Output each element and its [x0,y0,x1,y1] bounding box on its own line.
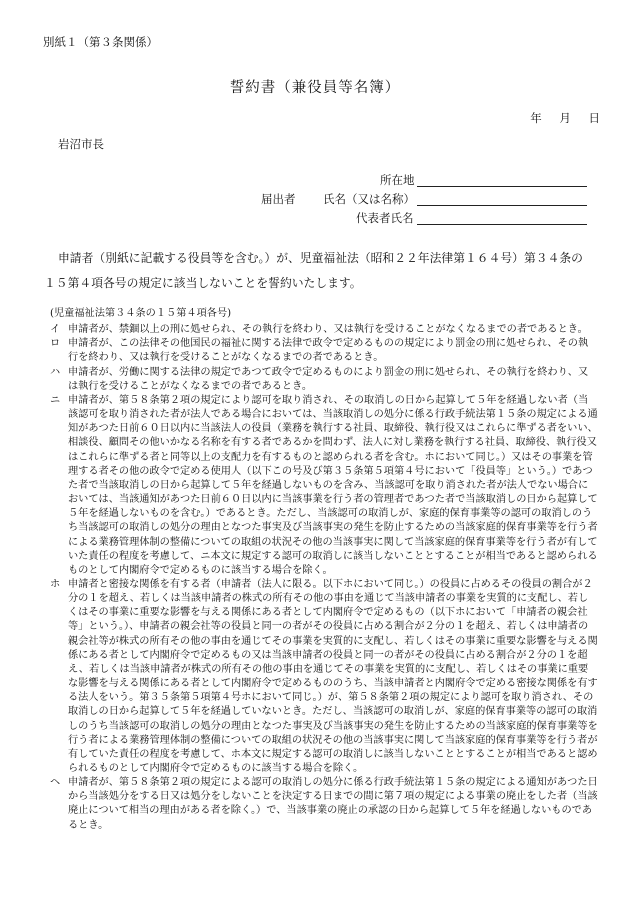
provision-text: 申請者が、この法律その他国民の福祉に関する法律で政令で定めるものの規定により罰金の刑に処せられ、その執行を終わり、又は執行を受けることがなくなるまでの者であるとき。 [68,338,589,364]
provision-item [50,578,598,776]
provision-mark: ニ [50,394,61,406]
address-input-line[interactable] [417,186,587,187]
representative-label: 代表者氏名 [356,211,414,225]
provision-mark: ロ [50,338,61,350]
provision-text: 申請者が、労働に関する法律の規定であつて政令で定めるものにより罰金の刑に処せられ、その執行を終わり、又は執行を受けることがなくなるまでの者であるとき。 [68,366,589,392]
address-label: 所在地 [380,173,415,187]
document-title: 誓約書（兼役員等名簿） [229,80,401,96]
provision-text: 申請者と密接な関係を有する者（申請者（法人に限る。以下ホにおいて同じ。）の役員に占めるその役員の割合が２分の１を超え、若しくは当該申請者の株式の所有その他の事由を通じて当該申請者の事業を実質的に支配し、若しくはその事業に重要な影響を与える関係にある者として内閣府令で定めるもの（以下ホにおいて「申請者の親会社等」という。）、申請者の親会社等の役員と同一の者がその役員に占める割合が２分の１を超え、若しくは申請者の親会社等が株式の所有その他の事由を通じてその事業を実質的に支配し、若しくはその事業に重要な影響を与える関係にある者として内閣府令で定めるもの又は当該申請者の役員と同一の者がその役員に占める割合が２分の１を超え、若しくは当該申請者が株式の所有その他の事由を通じてその事業を実質的に支配し、若しくはその事業に重要な影響を与える関係にある者として内閣府令で定めるもののうち、当該申請者と内閣府令で定める密接な関係を有する法人をいう。第３５条第５項第４号ホにおいて同じ。）が、第５８条第２項の規定により認可を取り消され、その取消しの日から起算して５年を経過していないとき。ただし、当該認可の取消しが、家庭的保育事業等の認可の取消しのうち当該認可の取消しの処分の理由となつた事実及び当該事実の発生を防止するための当該家庭的保育事業等を行う者による業務管理体制の整備についての取組の状況その他の当該事実に関して当該家庭的保育事業等を行う者が有していた責任の程度を考慮して、ホ本文に規定する認可の取消しに該当しないこととすることが相当であると認められるものとして内閣府令で定めるものに該当する場合を除く。 [68,578,598,774]
date-field: 年 月 日 [530,111,600,125]
name-label: 氏名（又は名称） [323,192,415,206]
provision-item [50,366,598,394]
filer-label: 届出者 [261,192,296,206]
provisions-heading: (児童福祉法第３４条の１５第４項各号) [50,308,232,319]
provisions-section [50,307,598,833]
name-input-line[interactable] [417,205,587,206]
provision-item [50,776,598,833]
pledge-statement: 申請者（別紙に記載する役員等を含む。）が、児童福祉法（昭和２２年法律第１６４号）第３４条の１５第４項各号の規定に該当しないことを誓約いたします。 [44,251,583,290]
representative-input-line[interactable] [417,224,587,225]
addressee: 岩沼市長 [58,137,104,151]
provision-mark: ヘ [50,777,61,789]
annex-label: 別紙１（第３条関係） [43,35,158,49]
provision-item [50,394,598,578]
provision-mark: イ [50,324,61,336]
provision-item [50,323,598,337]
provision-text: 申請者が、禁錮以上の刑に処せられ、その執行を終わり、又は執行を受けることがなくなるまでの者であるとき。 [68,324,588,336]
provision-text: 申請者が、第５８条第２項の規定により認可を取り消され、その取消しの日から起算して５年を経過しない者（当該認可を取り消された者が法人である場合においては、当該取消しの処分に係る行政手続法第１５条の規定による通知があつた日前６０日以内に当該法人の役員（業務を執行する社員、取締役、執行役又はこれらに準ずる者をいい、相談役、顧問その他いかなる名称を有する者であるかを問わず、法人に対し業務を執行する社員、取締役、執行役又はこれらに準ずる者と同等以上の支配力を有するものと認められる者を含む。ホにおいて同じ。）又はその事業を管理する者その他の政令で定める使用人（以下この号及び第３５条第５項第４号において「役員等」という。）であつた者で当該取消しの日から起算して５年を経過しないものを含み、当該認可を取り消された者が法人でない場合においては、当該通知があつた日前６０日以内に当該事業を行う者の管理者であつた者で当該取消しの日から起算して５年を経過しないものを含む。）であるとき。ただし、当該認可の取消しが、家庭的保育事業等の認可の取消しのうち当該認可の取消しの処分の理由となつた事実及び当該事実の発生を防止するための当該家庭的保育事業等を行う者による業務管理体制の整備についての取組の状況その他の当該事実に関して当該家庭的保育事業等を行う者が有していた責任の程度を考慮して、ニ本文に規定する認可の取消しに該当しないこととすることが相当であると認められるものとして内閣府令で定めるものに該当する場合を除く。 [68,394,598,576]
provision-item [50,337,598,365]
provision-text: 申請者が、第５８条第２項の規定による認可の取消しの処分に係る行政手続法第１５条の規定による通知があつた日から当該処分をする日又は処分をしないことを決定する日までの間に第７項の規定による事業の廃止をした者（当該廃止について相当の理由がある者を除く。）で、当該事業の廃止の承認の日から起算して５年を経過しないものであるとき。 [68,777,598,831]
provision-mark: ホ [50,578,61,590]
provision-mark: ハ [50,366,61,378]
